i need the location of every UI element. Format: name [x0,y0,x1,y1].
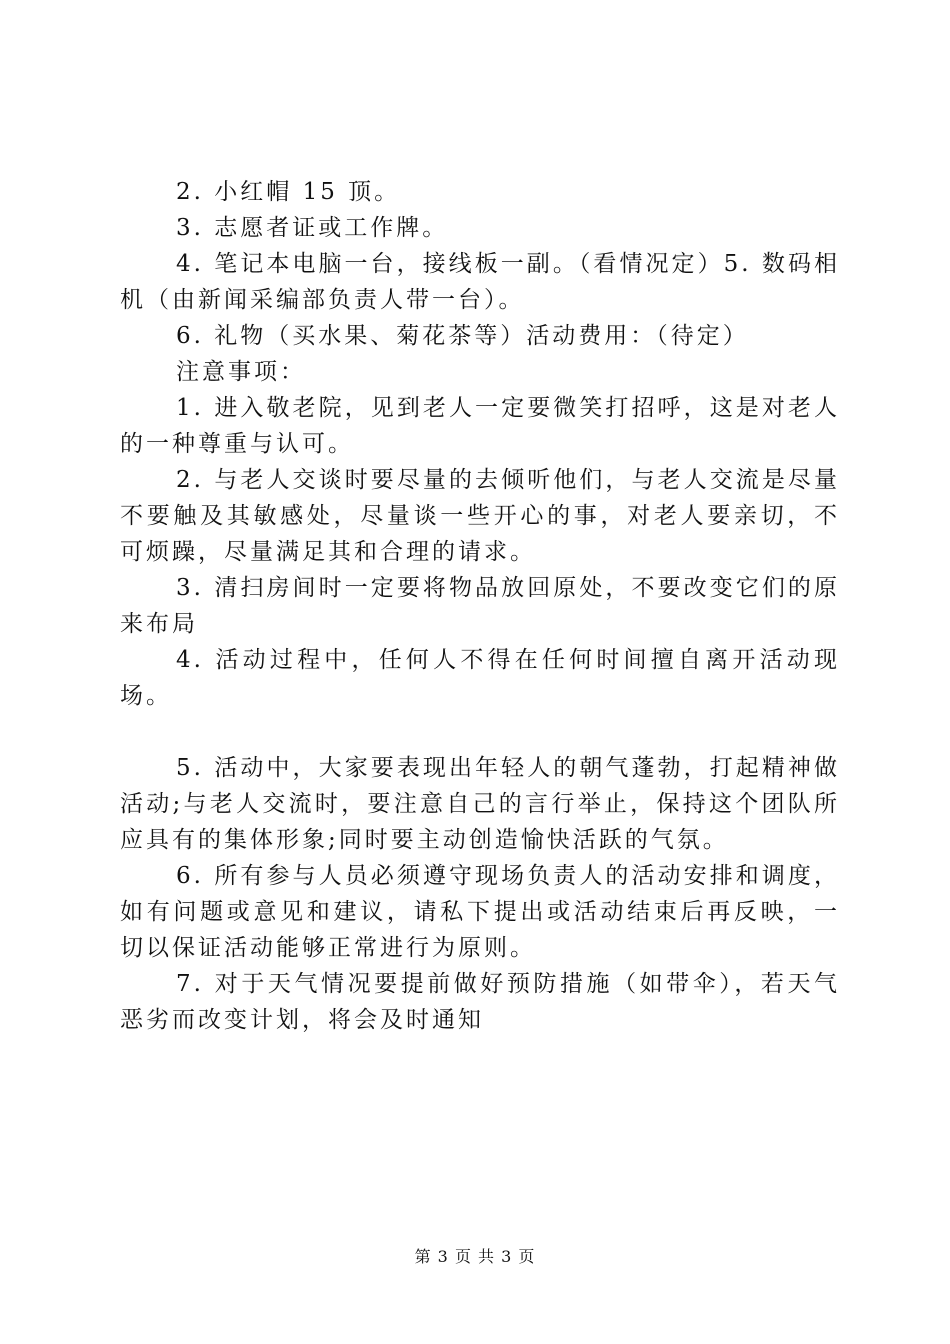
note-4: 4. 活动过程中，任何人不得在任何时间擅自离开活动现场。 [120,647,840,709]
note-5: 5. 活动中，大家要表现出年轻人的朝气蓬勃，打起精神做活动;与老人交流时，要注意自己的言行举止，保持这个团队所应具有的集体形象;同时要主动创造愉快活跃的气氛。 [120,755,840,853]
note-7: 7. 对于天气情况要提前做好预防措施（如带伞），若天气恶劣而改变计划，将会及时通知 [120,971,840,1033]
note-3: 3. 清扫房间时一定要将物品放回原处，不要改变它们的原来布局 [120,575,840,637]
paragraph-item-4-laptop: 4. 笔记本电脑一台，接线板一副。（看情况定）5. 数码相机（由新闻采编部负责人带一台）。 [120,251,840,313]
note-1: 1. 进入敬老院，见到老人一定要微笑打招呼，这是对老人的一种尊重与认可。 [120,395,840,457]
note-6: 6. 所有参与人员必须遵守现场负责人的活动安排和调度，如有问题或意见和建议，请私下提出或活动结束后再反映，一切以保证活动能够正常进行为原则。 [120,863,840,961]
note-2: 2. 与老人交谈时要尽量的去倾听他们，与老人交流是尽量不要触及其敏感处，尽量谈一些开心的事，对老人要亲切，不可烦躁，尽量满足其和合理的请求。 [120,467,840,565]
paragraph-item-3-badge: 3. 志愿者证或工作牌。 [176,215,449,241]
page-number-footer: 第 3 页 共 3 页 [414,1247,536,1266]
document-body [120,174,840,1038]
paragraph-item-6-gifts: 6. 礼物（买水果、菊花茶等）活动费用：（待定） [176,323,749,349]
paragraph-item-2-hats: 2. 小红帽 15 顶。 [176,179,401,205]
notes-heading: 注意事项： [176,359,306,385]
